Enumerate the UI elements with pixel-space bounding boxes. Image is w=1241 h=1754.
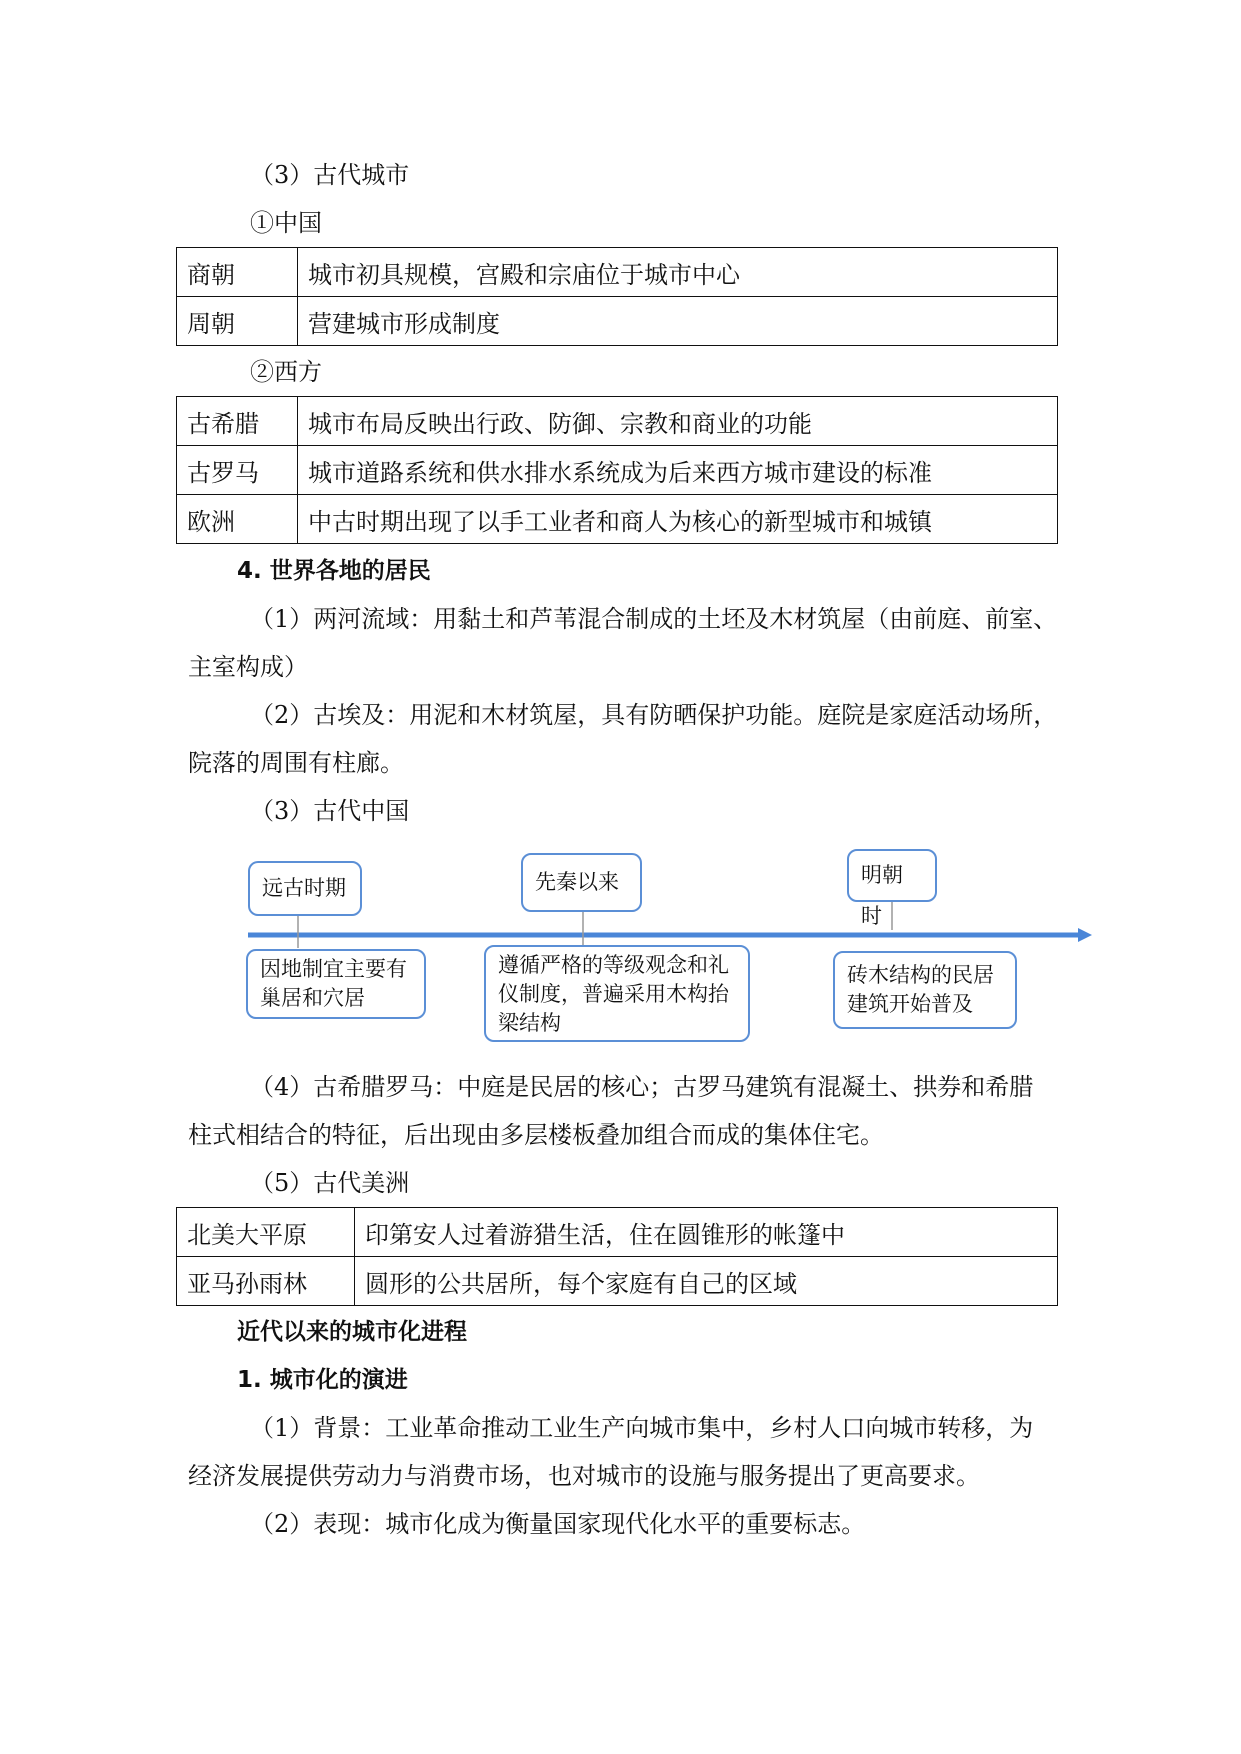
timeline-period-desc: 因地制宜主要有巢居和穴居 — [246, 949, 426, 1019]
timeline-period-desc: 砖木结构的民居建筑开始普及 — [833, 951, 1017, 1029]
table-cell-desc: 印第安人过着游猎生活，住在圆锥形的帐篷中 — [355, 1208, 1058, 1257]
paragraph-ancient-america: （5）古代美洲 — [250, 1169, 410, 1197]
table-cell-name: 欧洲 — [177, 495, 298, 544]
paragraph-background-1: （1）背景：工业革命推动工业生产向城市集中，乡村人口向城市转移，为 — [250, 1414, 1034, 1442]
paragraph-greece-rome-2: 柱式相结合的特征，后出现由多层楼板叠加组合而成的集体住宅。 — [188, 1121, 884, 1149]
table-cell-desc: 中古时期出现了以手工业者和商人为核心的新型城市和城镇 — [298, 495, 1058, 544]
section-heading-ancient-city: （3）古代城市 — [250, 161, 410, 189]
paragraph-background-2: 经济发展提供劳动力与消费市场，也对城市的设施与服务提出了更高要求。 — [188, 1462, 980, 1490]
table-cell-desc: 圆形的公共居所，每个家庭有自己的区域 — [355, 1257, 1058, 1306]
paragraph-greece-rome-1: （4）古希腊罗马：中庭是民居的核心；古罗马建筑有混凝土、拱券和希腊 — [250, 1073, 1034, 1101]
timeline-period-label: 明朝时 — [847, 849, 937, 902]
table-cell-desc: 城市初具规模，宫殿和宗庙位于城市中心 — [298, 248, 1058, 297]
table-row — [177, 1208, 1058, 1257]
table-cell-name: 北美大平原 — [177, 1208, 355, 1257]
china-label: ①中国 — [250, 209, 322, 237]
timeline-period-desc: 遵循严格的等级观念和礼仪制度，普遍采用木构抬梁结构 — [484, 945, 750, 1042]
sub-heading-urbanization: 1. 城市化的演进 — [237, 1367, 408, 1393]
west-label: ②西方 — [250, 358, 322, 386]
paragraph-egypt-1: （2）古埃及：用泥和木材筑屋，具有防晒保护功能。庭院是家庭活动场所， — [250, 701, 1058, 729]
table-row — [177, 1257, 1058, 1306]
paragraph-manifestation: （2）表现：城市化成为衡量国家现代化水平的重要标志。 — [250, 1510, 866, 1538]
section-heading-modern: 近代以来的城市化进程 — [237, 1319, 467, 1345]
table-cell-desc: 城市道路系统和供水排水系统成为后来西方城市建设的标准 — [298, 446, 1058, 495]
table-cell-name: 古罗马 — [177, 446, 298, 495]
timeline-period-label: 先秦以来 — [521, 853, 642, 912]
table-cell-name: 亚马孙雨林 — [177, 1257, 355, 1306]
table-cell-desc: 城市布局反映出行政、防御、宗教和商业的功能 — [298, 397, 1058, 446]
table-cell-name: 商朝 — [177, 248, 298, 297]
paragraph-mesopotamia-1: （1）两河流域：用黏土和芦苇混合制成的土坯及木材筑屋（由前庭、前室、 — [250, 605, 1058, 633]
table-cell-desc: 营建城市形成制度 — [298, 297, 1058, 346]
section-heading-dwellings: 4. 世界各地的居民 — [237, 558, 431, 584]
timeline-period-label: 远古时期 — [248, 861, 362, 916]
paragraph-egypt-2: 院落的周围有柱廊。 — [188, 749, 404, 777]
table-cell-name: 古希腊 — [177, 397, 298, 446]
table-cell-name: 周朝 — [177, 297, 298, 346]
america-table — [176, 1207, 1058, 1306]
paragraph-mesopotamia-2: 主室构成） — [188, 653, 308, 681]
timeline-arrow-icon — [1078, 928, 1092, 942]
paragraph-ancient-china: （3）古代中国 — [250, 797, 410, 825]
